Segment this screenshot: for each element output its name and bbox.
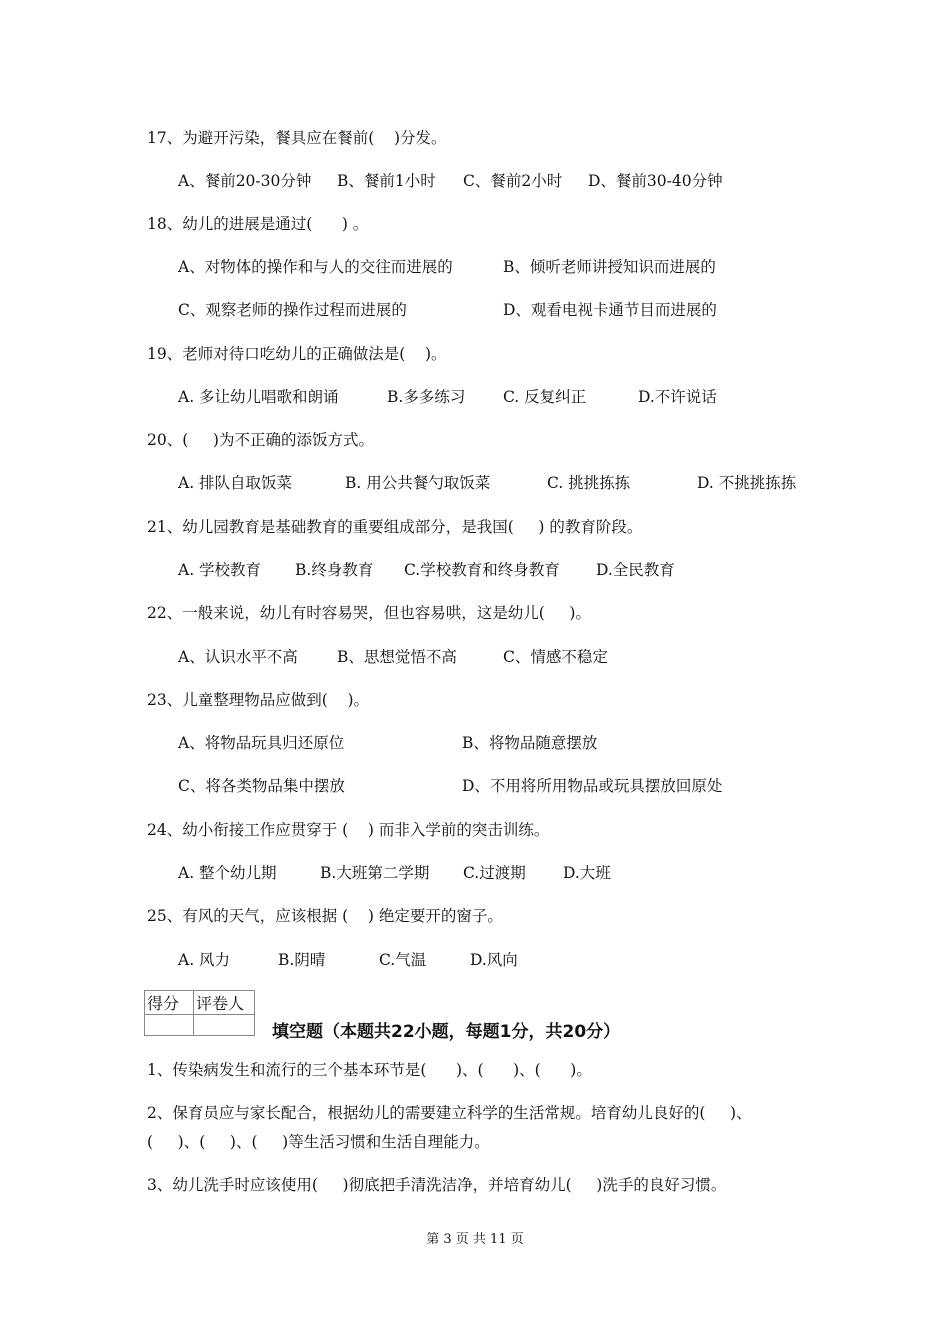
option-23d: D、不用将所用物品或玩具摆放回原处	[462, 777, 723, 795]
option-19c: C. 反复纠正	[503, 388, 587, 406]
option-20c: C. 挑挑拣拣	[547, 474, 631, 492]
option-22a: A、认识水平不高	[178, 648, 298, 666]
score-box	[144, 990, 255, 1036]
section-title: 填空题（本题共22小题，每题1分，共20分）	[272, 1022, 621, 1042]
page-footer: 第 3 页 共 11 页	[426, 1232, 524, 1247]
option-21d: D.全民教育	[596, 561, 675, 579]
fill-blank-2: 2、保育员应与家长配合，根据幼儿的需要建立科学的生活常规。培育幼儿良好的( )、	[147, 1104, 752, 1122]
option-21b: B.终身教育	[295, 561, 374, 579]
option-23b: B、将物品随意摆放	[462, 734, 598, 752]
option-20a: A. 排队自取饭菜	[178, 474, 293, 492]
option-25d: D.风向	[470, 951, 518, 969]
option-19a: A. 多让幼儿唱歌和朗诵	[178, 388, 339, 406]
option-23a: A、将物品玩具归还原位	[178, 734, 345, 752]
option-17d: D、餐前30-40分钟	[588, 172, 723, 190]
question-25: 25、有风的天气，应该根据 ( ) 绝定要开的窗子。	[147, 907, 503, 925]
option-22b: B、思想觉悟不高	[337, 648, 457, 666]
question-24: 24、幼小衔接工作应贯穿于 ( ) 而非入学前的突击训练。	[147, 821, 550, 839]
option-18b: B、倾听老师讲授知识而进展的	[503, 258, 716, 276]
question-22: 22、一般来说，幼儿有时容易哭，但也容易哄，这是幼儿( )。	[147, 604, 591, 622]
question-17: 17、为避开污染，餐具应在餐前( )分发。	[147, 129, 447, 147]
option-25b: B.阴晴	[278, 951, 326, 969]
option-19d: D.不许说话	[638, 388, 717, 406]
question-20: 20、( )为不正确的添饭方式。	[147, 431, 374, 449]
option-21c: C.学校教育和终身教育	[404, 561, 560, 579]
option-18a: A、对物体的操作和与人的交往而进展的	[178, 258, 453, 276]
option-18c: C、观察老师的操作过程而进展的	[178, 301, 407, 319]
question-23: 23、儿童整理物品应做到( )。	[147, 691, 370, 709]
question-19: 19、老师对待口吃幼儿的正确做法是( )。	[147, 345, 447, 363]
option-25a: A. 风力	[178, 951, 231, 969]
score-cell	[145, 1015, 194, 1036]
fill-blank-2-cont: ( )、( )、( )等生活习惯和生活自理能力。	[147, 1133, 490, 1151]
option-24b: B.大班第二学期	[320, 864, 430, 882]
option-24d: D.大班	[563, 864, 611, 882]
fill-blank-3: 3、幼儿洗手时应该使用( )彻底把手清洗洁净，并培育幼儿( )洗手的良好习惯。	[147, 1176, 727, 1194]
option-17c: C、餐前2小时	[463, 172, 563, 190]
option-20b: B. 用公共餐勺取饭菜	[345, 474, 491, 492]
option-18d: D、观看电视卡通节目而进展的	[503, 301, 717, 319]
option-17b: B、餐前1小时	[337, 172, 436, 190]
question-21: 21、幼儿园教育是基础教育的重要组成部分，是我国( ) 的教育阶段。	[147, 518, 643, 536]
question-18: 18、幼儿的进展是通过( ) 。	[147, 215, 369, 233]
option-22c: C、情感不稳定	[503, 648, 608, 666]
option-23c: C、将各类物品集中摆放	[178, 777, 345, 795]
option-20d: D. 不挑挑拣拣	[697, 474, 797, 492]
fill-blank-1: 1、传染病发生和流行的三个基本环节是( )、( )、( )。	[147, 1061, 592, 1079]
option-25c: C.气温	[379, 951, 427, 969]
option-24c: C.过渡期	[463, 864, 526, 882]
score-label: 得分	[145, 991, 194, 1015]
option-24a: A. 整个幼儿期	[178, 864, 277, 882]
option-21a: A. 学校教育	[178, 561, 262, 579]
option-17a: A、餐前20-30分钟	[178, 172, 312, 190]
grader-label: 评卷人	[194, 991, 255, 1015]
option-19b: B.多多练习	[387, 388, 466, 406]
grader-cell	[194, 1015, 255, 1036]
